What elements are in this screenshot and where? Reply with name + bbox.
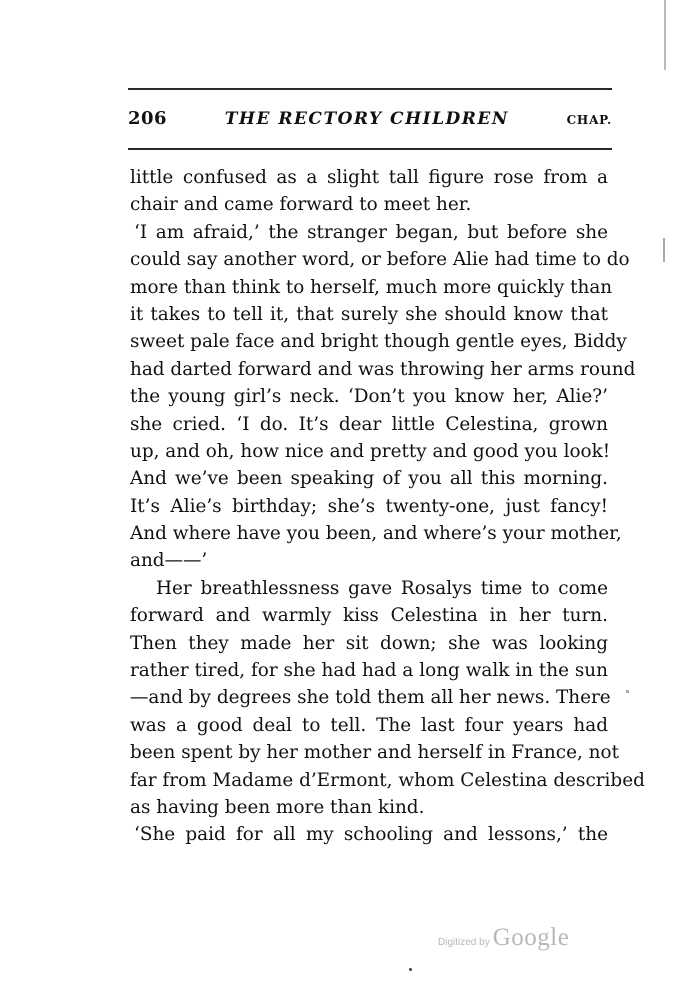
text-line: more than think to herself, much more quickly than (130, 276, 613, 298)
running-header (128, 108, 612, 136)
text-line: Then they made her sit down; she was looking (130, 632, 608, 654)
watermark-brand: Google (492, 924, 570, 951)
header-rule (128, 88, 612, 90)
text-line: was a good deal to tell. The last four years had (130, 714, 608, 736)
text-line: ‘She paid for all my schooling and lessons,’ the (134, 824, 608, 846)
header-underline (128, 148, 612, 150)
text-line: as having been more than kind. (130, 796, 425, 818)
scan-speck (663, 238, 665, 262)
text-line: could say another word, or before Alie had time to do (130, 249, 630, 271)
text-line: rather tired, for she had had a long walk in the sun (130, 660, 608, 682)
text-line: up, and oh, how nice and pretty and good you look! (130, 440, 611, 462)
text-line: she cried. ‘I do. It’s dear little Celestina, grown (130, 413, 608, 435)
scan-speck (626, 690, 629, 693)
text-line: it takes to tell it, that surely she should know that (130, 303, 608, 325)
digitization-watermark (438, 924, 569, 952)
chapter-label: CHAP. (566, 113, 612, 127)
text-line: little confused as a slight tall figure rose from a (130, 167, 608, 188)
text-line: the young girl’s neck. ‘Don’t you know her, Alie?’ (130, 386, 608, 408)
text-line: ‘I am afraid,’ the stranger began, but before she (134, 221, 608, 243)
text-line: sweet pale face and bright though gentle eyes, Biddy (130, 331, 627, 353)
text-line: chair and came forward to meet her. (130, 194, 472, 216)
page-number: 206 (128, 108, 168, 129)
text-line: forward and warmly kiss Celestina in her turn. (130, 605, 608, 627)
text-line: It’s Alie’s birthday; she’s twenty-one, just fancy! (130, 495, 608, 517)
text-line: And where have you been, and where’s your mother, (130, 523, 622, 545)
text-line: And we’ve been speaking of you all this morning. (130, 468, 608, 490)
scan-speck (409, 968, 412, 971)
text-line: been spent by her mother and herself in France, not (130, 742, 619, 764)
text-line: Her breathlessness gave Rosalys time to come (156, 577, 608, 599)
scan-edge-mark (664, 0, 666, 70)
text-line: far from Madame d’Ermont, whom Celestina described (130, 769, 645, 791)
page-body-text (130, 164, 645, 849)
text-line: and——’ (130, 550, 208, 572)
running-title: THE RECTORY CHILDREN (224, 109, 509, 129)
text-line: —and by degrees she told them all her news. There (130, 687, 611, 709)
watermark-prefix: Digitized by (438, 937, 490, 948)
text-line: had darted forward and was throwing her arms round (130, 358, 636, 380)
